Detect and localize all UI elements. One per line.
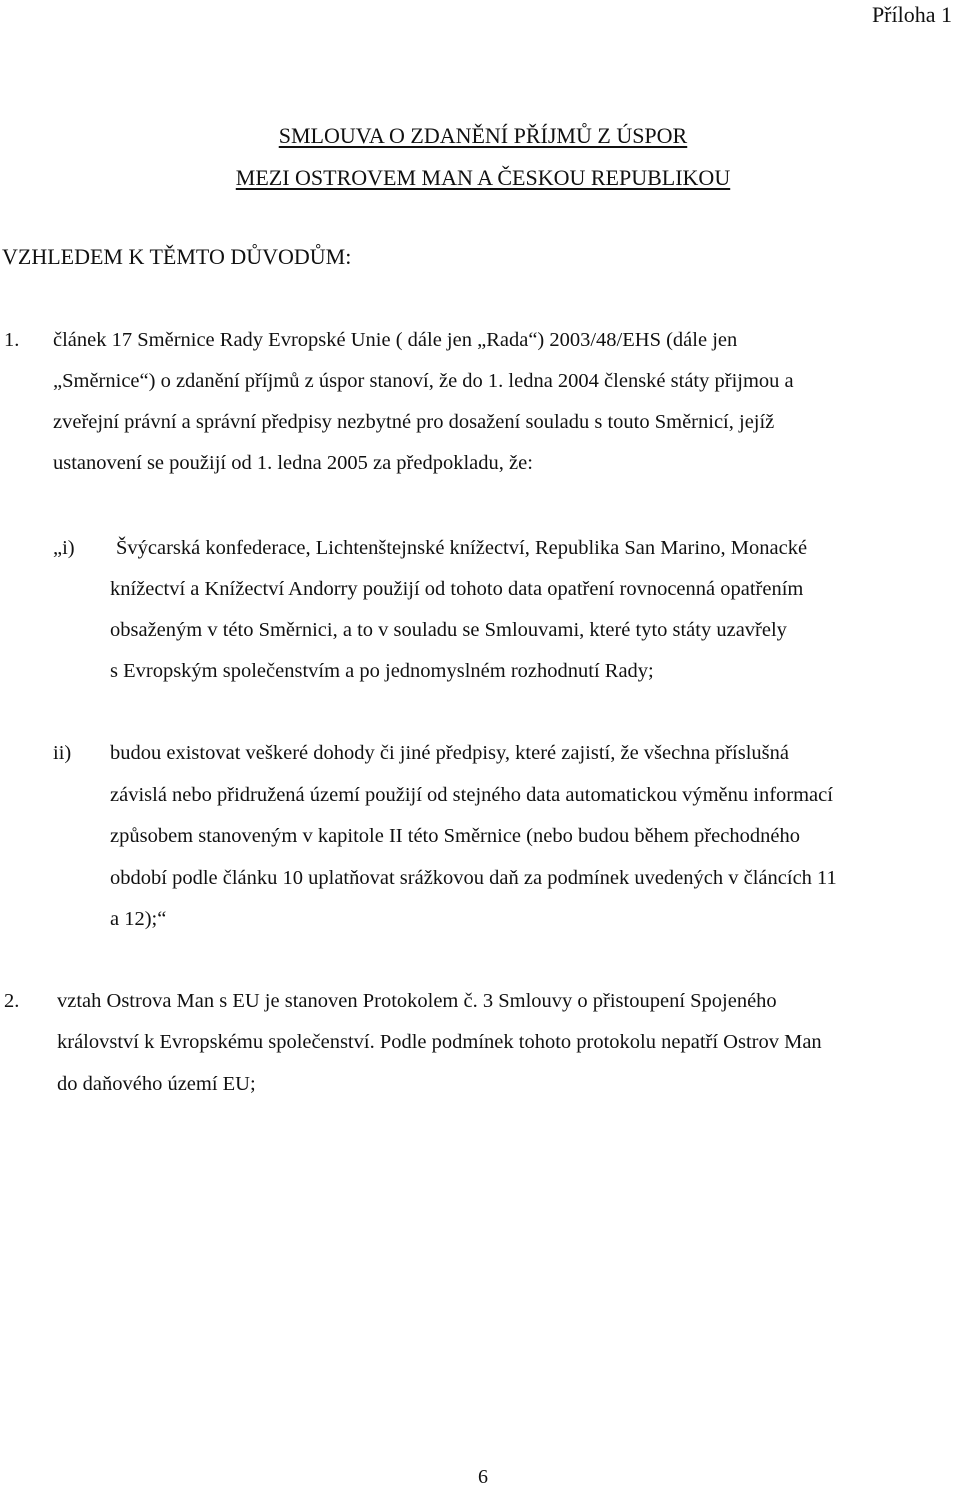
list-item-line: Švýcarská konfederace, Lichtenštejnské knížectví, Republika San Marino, Monacké [116, 537, 808, 559]
paragraph-line: ustanovení se použijí od 1. ledna 2005 za předpokladu, že: [53, 452, 533, 474]
list-item-line: s Evropským společenstvím a po jednomyslném rozhodnutí Rady; [110, 660, 654, 682]
list-item-line: způsobem stanoveným v kapitole II této Směrnice (nebo budou během přechodného [110, 825, 800, 847]
document-title-line-2: MEZI OSTROVEM MAN A ČESKOU REPUBLIKOU [235, 165, 731, 190]
paragraph-line: vztah Ostrova Man s EU je stanoven Protokolem č. 3 Smlouvy o přistoupení Spojeného [57, 990, 777, 1012]
paragraph-line: článek 17 Směrnice Rady Evropské Unie ( dále jen „Rada“) 2003/48/EHS (dále jen [53, 329, 738, 351]
document-title-line-1: SMLOUVA O ZDANĚNÍ PŘÍJMŮ Z ÚSPOR [278, 123, 688, 148]
list-item-line: a 12);“ [110, 908, 167, 930]
list-item-line: období podle článku 10 uplatňovat srážkovou daň za podmínek uvedených v článcích 11 [110, 867, 837, 889]
paragraph-line: království k Evropskému společenství. Podle podmínek tohoto protokolu nepatří Ostrov Man [57, 1031, 822, 1053]
list-marker: ii) [53, 742, 72, 764]
whereas-heading: VZHLEDEM K TĚMTO DŮVODŮM: [2, 244, 352, 269]
list-item-line: budou existovat veškeré dohody či jiné předpisy, které zajistí, že všechna příslušná [110, 742, 789, 764]
list-item-line: knížectví a Knížectví Andorry použijí od tohoto data opatření rovnocenná opatřením [110, 578, 804, 600]
paragraph-line: do daňového území EU; [57, 1073, 256, 1095]
list-item-line: obsaženým v této Směrnici, a to v souladu se Smlouvami, které tyto státy uzavřely [110, 619, 787, 641]
paragraph-line: zveřejní právní a správní předpisy nezbytné pro dosažení souladu s touto Směrnicí, jejíž [53, 411, 775, 433]
paragraph-line: „Směrnice“) o zdanění příjmů z úspor stanoví, že do 1. ledna 2004 členské státy přijmou a [53, 370, 794, 392]
list-item-line: závislá nebo přidružená území použijí od stejného data automatickou výměnu informací [110, 784, 833, 806]
page-number: 6 [478, 1466, 488, 1488]
appendix-label: Příloha 1 [871, 2, 952, 27]
list-marker: „i) [53, 537, 75, 559]
paragraph-number: 2. [4, 990, 20, 1012]
paragraph-number: 1. [4, 329, 20, 351]
